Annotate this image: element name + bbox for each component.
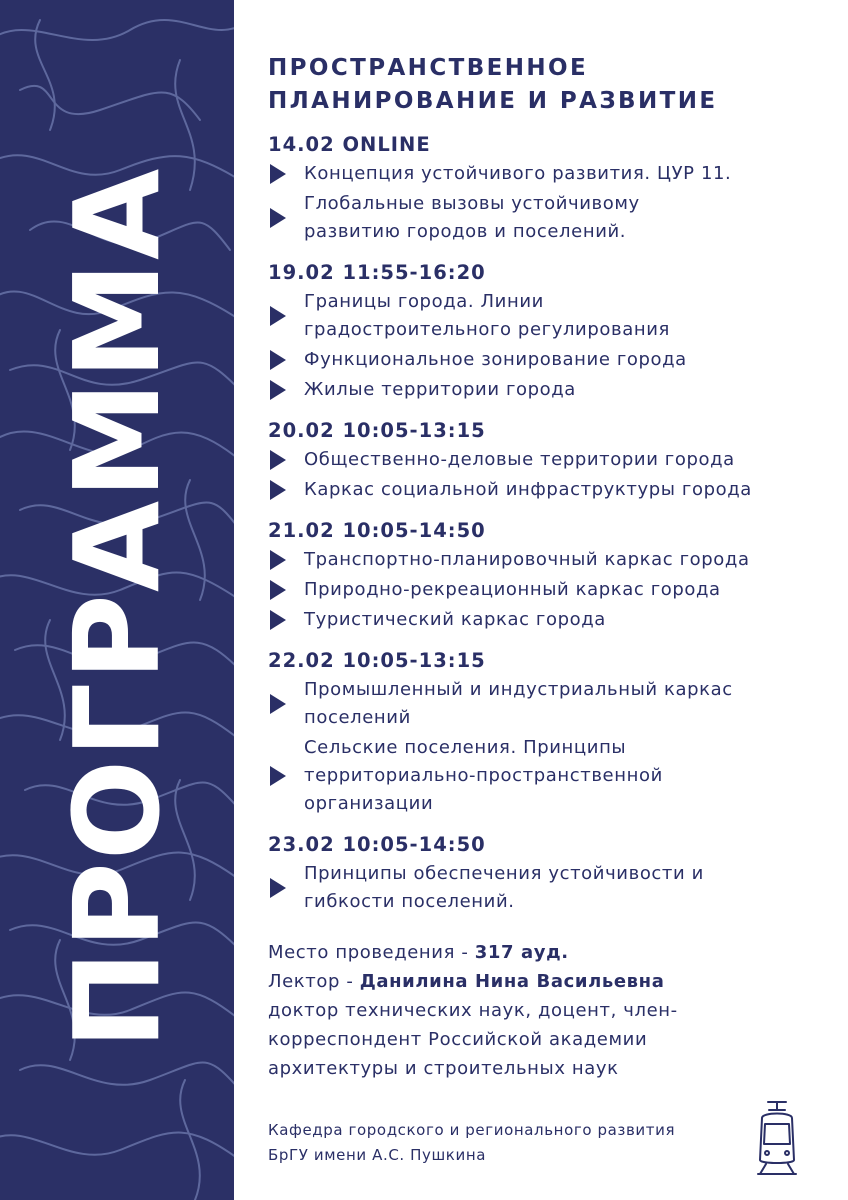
day-title: 21.02 10:05-14:50 bbox=[268, 519, 486, 542]
venue-line bbox=[268, 938, 838, 967]
list-item bbox=[268, 734, 838, 818]
day-title: 23.02 10:05-14:50 bbox=[268, 833, 486, 856]
list-item bbox=[268, 288, 838, 344]
day-block bbox=[268, 518, 838, 634]
item-text: Общественно-деловые территории города bbox=[304, 449, 735, 470]
list-item bbox=[268, 576, 838, 604]
item-text: Туристический каркас города bbox=[304, 609, 606, 630]
item-text: Промышленный и индустриальный каркас поселений bbox=[304, 679, 733, 728]
footer-line-1: Кафедра городского и регионального развития bbox=[268, 1121, 676, 1139]
item-text: Жилые территории города bbox=[304, 379, 576, 400]
day-block bbox=[268, 132, 838, 246]
item-text: Функциональное зонирование города bbox=[304, 349, 687, 370]
lecturer-title-3: архитектуры и строительных наук bbox=[268, 1058, 619, 1079]
item-text: Глобальные вызовы устойчивому развитию городов и поселений. bbox=[304, 193, 640, 242]
footer bbox=[268, 1118, 675, 1168]
venue-value: 317 ауд. bbox=[474, 942, 569, 963]
list-item bbox=[268, 376, 838, 404]
arrow-icon bbox=[270, 208, 286, 228]
day-title: 14.02 ONLINE bbox=[268, 133, 431, 156]
list-item bbox=[268, 160, 838, 188]
item-text: Транспортно-планировочный каркас города bbox=[304, 549, 750, 570]
arrow-icon bbox=[270, 550, 286, 570]
lecturer-title-2: корреспондент Российской академии bbox=[268, 1029, 648, 1050]
event-info bbox=[268, 938, 838, 1083]
footer-line-2: БрГУ имени А.С. Пушкина bbox=[268, 1146, 487, 1164]
list-item bbox=[268, 476, 838, 504]
list-item bbox=[268, 190, 838, 246]
sidebar-panel bbox=[0, 0, 234, 1200]
page-title bbox=[268, 52, 838, 118]
lecturer-label: Лектор - bbox=[268, 971, 360, 992]
list-item bbox=[268, 446, 838, 474]
lecturer-name: Данилина Нина Васильевна bbox=[359, 971, 665, 992]
schedule bbox=[268, 132, 838, 916]
day-block bbox=[268, 832, 838, 916]
list-item bbox=[268, 860, 838, 916]
title-line-2: ПЛАНИРОВАНИЕ И РАЗВИТИЕ bbox=[268, 88, 718, 114]
lecturer-line bbox=[268, 967, 838, 996]
item-text: Каркас социальной инфраструктуры города bbox=[304, 479, 752, 500]
item-text: Принципы обеспечения устойчивости и гибкости поселений. bbox=[304, 863, 704, 912]
venue-label: Место проведения - bbox=[268, 942, 475, 963]
program-content bbox=[268, 52, 838, 1083]
day-block bbox=[268, 260, 838, 404]
arrow-icon bbox=[270, 164, 286, 184]
arrow-icon bbox=[270, 766, 286, 786]
list-item bbox=[268, 346, 838, 374]
day-title: 22.02 10:05-13:15 bbox=[268, 649, 486, 672]
arrow-icon bbox=[270, 694, 286, 714]
title-line-1: ПРОСТРАНСТВЕННОЕ bbox=[268, 55, 589, 81]
tram-icon bbox=[754, 1100, 800, 1176]
item-text: Границы города. Линии градостроительного регулирования bbox=[304, 291, 670, 340]
arrow-icon bbox=[270, 350, 286, 370]
list-item bbox=[268, 606, 838, 634]
arrow-icon bbox=[270, 480, 286, 500]
arrow-icon bbox=[270, 306, 286, 326]
day-block bbox=[268, 418, 838, 504]
day-block bbox=[268, 648, 838, 818]
lecturer-title-1: доктор технических наук, доцент, член- bbox=[268, 1000, 678, 1021]
arrow-icon bbox=[270, 610, 286, 630]
arrow-icon bbox=[270, 450, 286, 470]
arrow-icon bbox=[270, 380, 286, 400]
arrow-icon bbox=[270, 878, 286, 898]
item-text: Концепция устойчивого развития. ЦУР 11. bbox=[304, 163, 732, 184]
list-item bbox=[268, 546, 838, 574]
list-item bbox=[268, 676, 838, 732]
day-title: 19.02 11:55-16:20 bbox=[268, 261, 486, 284]
item-text: Природно-рекреационный каркас города bbox=[304, 579, 721, 600]
vertical-title: ПРОГРАММА bbox=[48, 166, 186, 1050]
item-text: Сельские поселения. Принципы территориально-пространственной организации bbox=[304, 737, 663, 814]
day-title: 20.02 10:05-13:15 bbox=[268, 419, 486, 442]
arrow-icon bbox=[270, 580, 286, 600]
